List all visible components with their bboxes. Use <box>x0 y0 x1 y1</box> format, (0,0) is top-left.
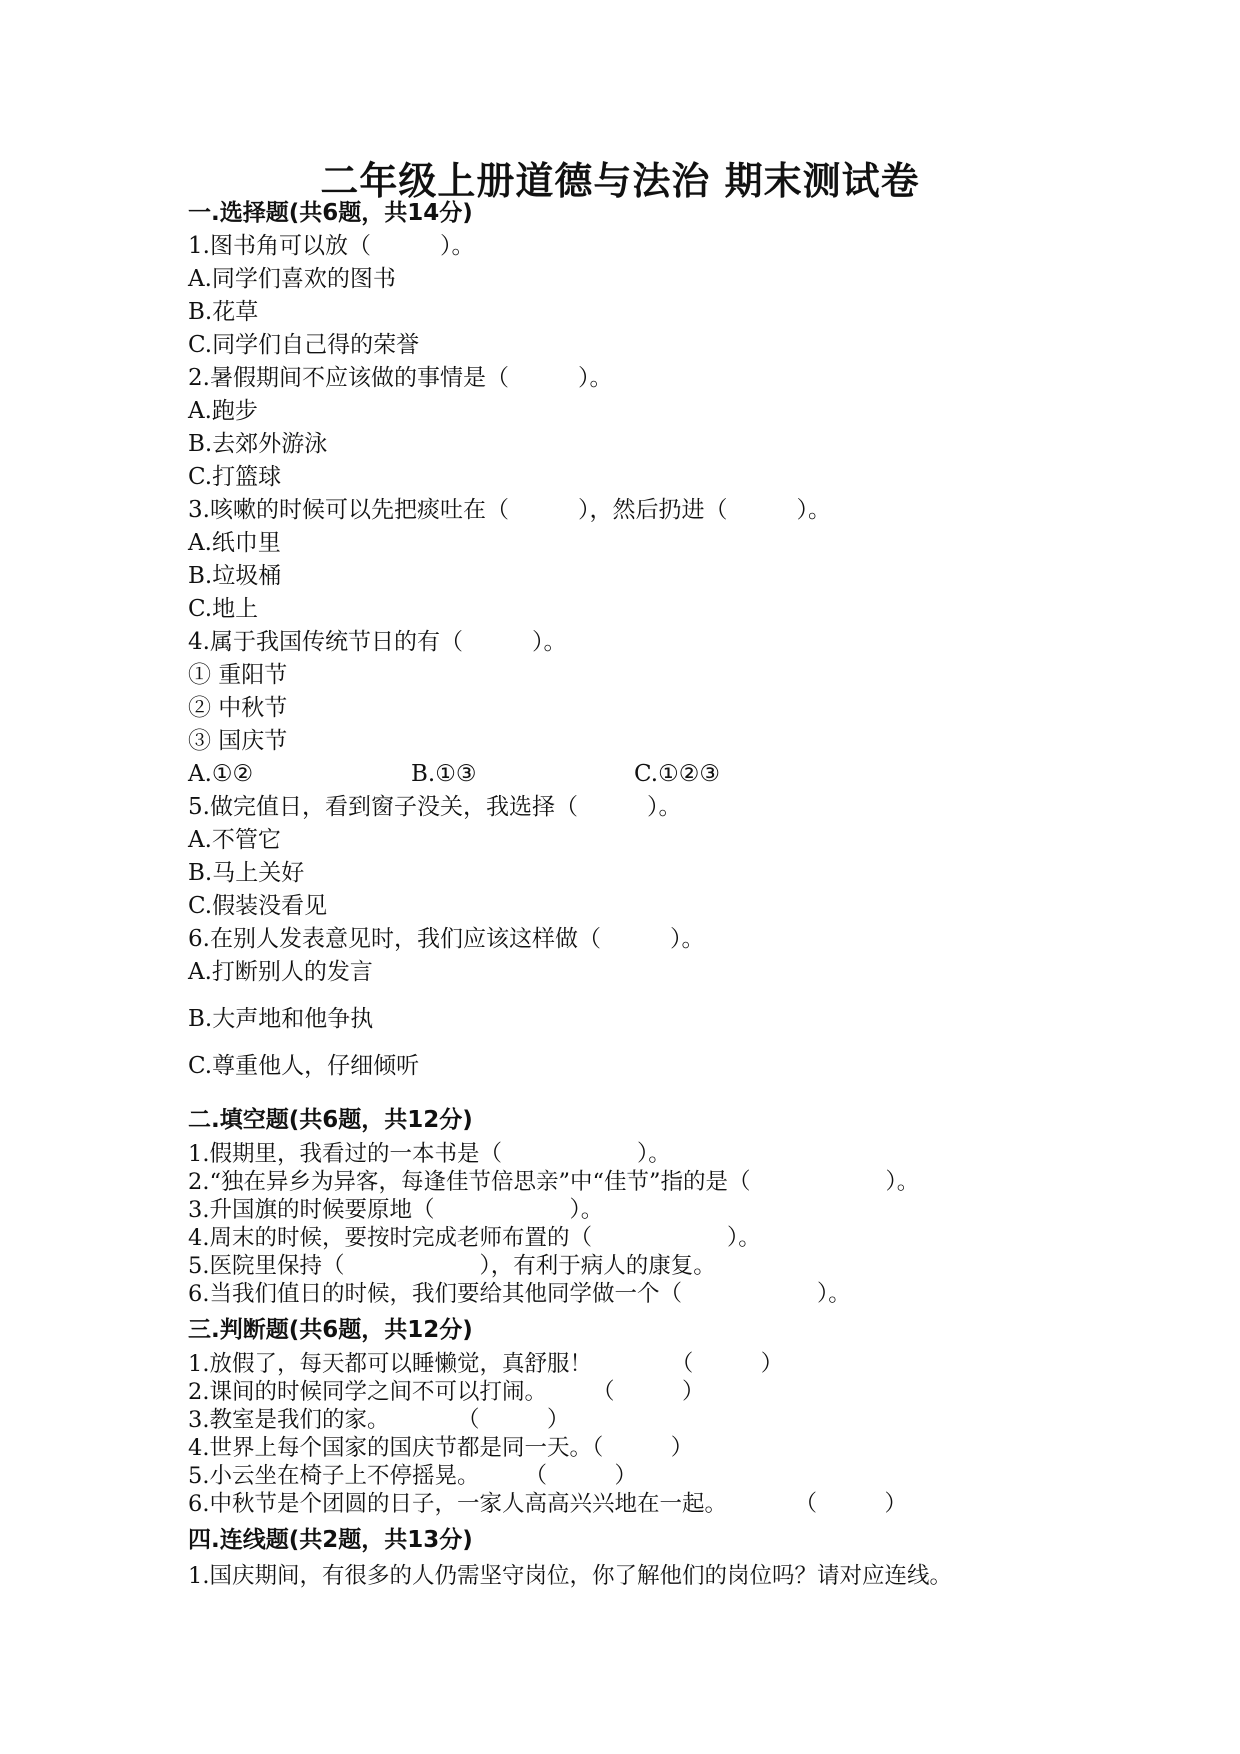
option-1-3-b: B.垃圾桶 <box>188 563 282 589</box>
match-4-1: 1.国庆期间，有很多的人仍需坚守岗位，你了解他们的岗位吗？请对应连线。 <box>188 1563 952 1589</box>
item-1-4-2: ② 中秋节 <box>188 695 288 721</box>
option-1-6-a: A.打断别人的发言 <box>188 959 373 985</box>
question-1-5: 5.做完值日，看到窗子没关，我选择（ ）。 <box>188 794 682 820</box>
question-1-3: 3.咳嗽的时候可以先把痰吐在（ ），然后扔进（ ）。 <box>188 497 831 523</box>
judge-3-3: 3.教室是我们的家。 （ ） <box>188 1407 570 1433</box>
option-1-3-a: A.纸巾里 <box>188 530 281 556</box>
blank-2-1: 1.假期里，我看过的一本书是（ ）。 <box>188 1141 671 1167</box>
option-1-2-b: B.去郊外游泳 <box>188 431 328 457</box>
item-1-4-1: ① 重阳节 <box>188 662 288 688</box>
blank-2-5: 5.医院里保持（ ），有利于病人的康复。 <box>188 1253 716 1279</box>
item-1-4-3: ③ 国庆节 <box>188 728 288 754</box>
section-3-heading: 三.判断题(共6题，共12分) <box>188 1317 473 1343</box>
blank-2-4: 4.周末的时候，要按时完成老师布置的（ ）。 <box>188 1225 761 1251</box>
option-1-1-b: B.花草 <box>188 299 259 325</box>
section-4-heading: 四.连线题(共2题，共13分) <box>188 1527 473 1553</box>
blank-2-6: 6.当我们值日的时候，我们要给其他同学做一个（ ）。 <box>188 1281 851 1307</box>
option-1-1-a: A.同学们喜欢的图书 <box>188 266 396 292</box>
option-1-6-b: B.大声地和他争执 <box>188 1006 374 1032</box>
option-1-2-c: C.打篮球 <box>188 464 282 490</box>
option-1-3-c: C.地上 <box>188 596 259 622</box>
section-2-heading: 二.填空题(共6题，共12分) <box>188 1107 473 1133</box>
question-1-1: 1.图书角可以放（ ）。 <box>188 233 475 259</box>
option-1-6-c: C.尊重他人，仔细倾听 <box>188 1053 420 1079</box>
option-1-5-b: B.马上关好 <box>188 860 305 886</box>
option-1-1-c: C.同学们自己得的荣誉 <box>188 332 420 358</box>
question-1-4: 4.属于我国传统节日的有（ ）。 <box>188 629 567 655</box>
option-1-4-b: B.①③ <box>411 761 477 787</box>
exam-title: 二年级上册道德与法治 期末测试卷 <box>320 158 920 203</box>
option-1-4-a: A.①② <box>188 761 254 787</box>
judge-3-2: 2.课间的时候同学之间不可以打闹。 （ ） <box>188 1379 705 1405</box>
judge-3-6: 6.中秋节是个团圆的日子，一家人高高兴兴地在一起。 （ ） <box>188 1491 907 1517</box>
option-1-5-c: C.假装没看见 <box>188 893 328 919</box>
judge-3-5: 5.小云坐在椅子上不停摇晃。 （ ） <box>188 1463 637 1489</box>
section-1-heading: 一.选择题(共6题，共14分) <box>188 200 473 226</box>
question-1-2: 2.暑假期间不应该做的事情是（ ）。 <box>188 365 613 391</box>
blank-2-2: 2.“独在异乡为异客，每逢佳节倍思亲”中“佳节”指的是（ ）。 <box>188 1169 920 1195</box>
option-1-5-a: A.不管它 <box>188 827 281 853</box>
question-1-6: 6.在别人发表意见时，我们应该这样做（ ）。 <box>188 926 705 952</box>
option-1-2-a: A.跑步 <box>188 398 258 424</box>
blank-2-3: 3.升国旗的时候要原地（ ）。 <box>188 1197 604 1223</box>
judge-3-1: 1.放假了，每天都可以睡懒觉，真舒服！ （ ） <box>188 1351 784 1377</box>
judge-3-4: 4.世界上每个国家的国庆节都是同一天。（ ） <box>188 1435 694 1461</box>
option-1-4-c: C.①②③ <box>634 761 720 787</box>
